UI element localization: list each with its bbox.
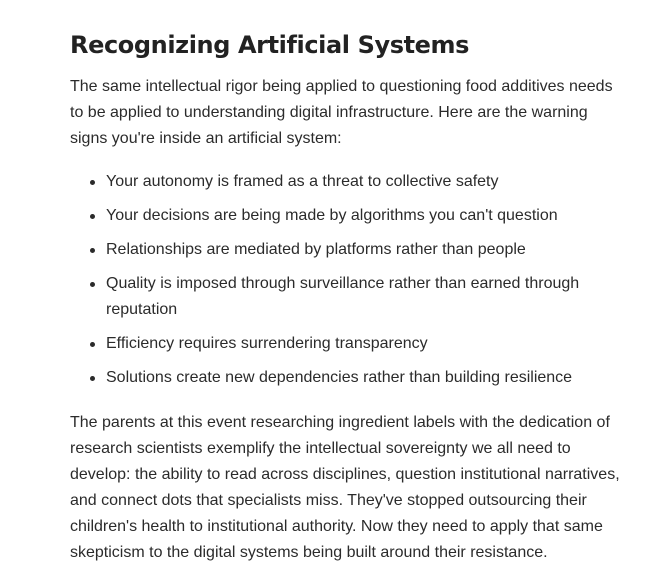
list-item: Your decisions are being made by algorithms you can't question (106, 203, 625, 229)
warning-signs-list (70, 169, 625, 391)
list-item: Efficiency requires surrendering transparency (106, 331, 625, 357)
list-item: Solutions create new dependencies rather than building resilience (106, 365, 625, 391)
article-section (70, 28, 625, 566)
intro-paragraph: The same intellectual rigor being applied to questioning food additives needs to be applied to understanding digital infrastructure. Here are the warning signs you're inside an artificial system: (70, 78, 613, 147)
list-item: Quality is imposed through surveillance rather than earned through reputation (106, 271, 625, 323)
closing-paragraph: The parents at this event researching ingredient labels with the dedication of research scientists exemplify the intellectual sovereignty we all need to develop: the ability to read across disciplines, question institutional narratives, and connect dots that specialists miss. They've stopped outsourcing their children's health to institutional authority. Now they need to apply that same skepticism to the digital systems being built around their resistance. (70, 414, 620, 561)
list-item: Relationships are mediated by platforms rather than people (106, 237, 625, 263)
section-heading: Recognizing Artificial Systems (70, 31, 470, 59)
list-item: Your autonomy is framed as a threat to collective safety (106, 169, 625, 195)
